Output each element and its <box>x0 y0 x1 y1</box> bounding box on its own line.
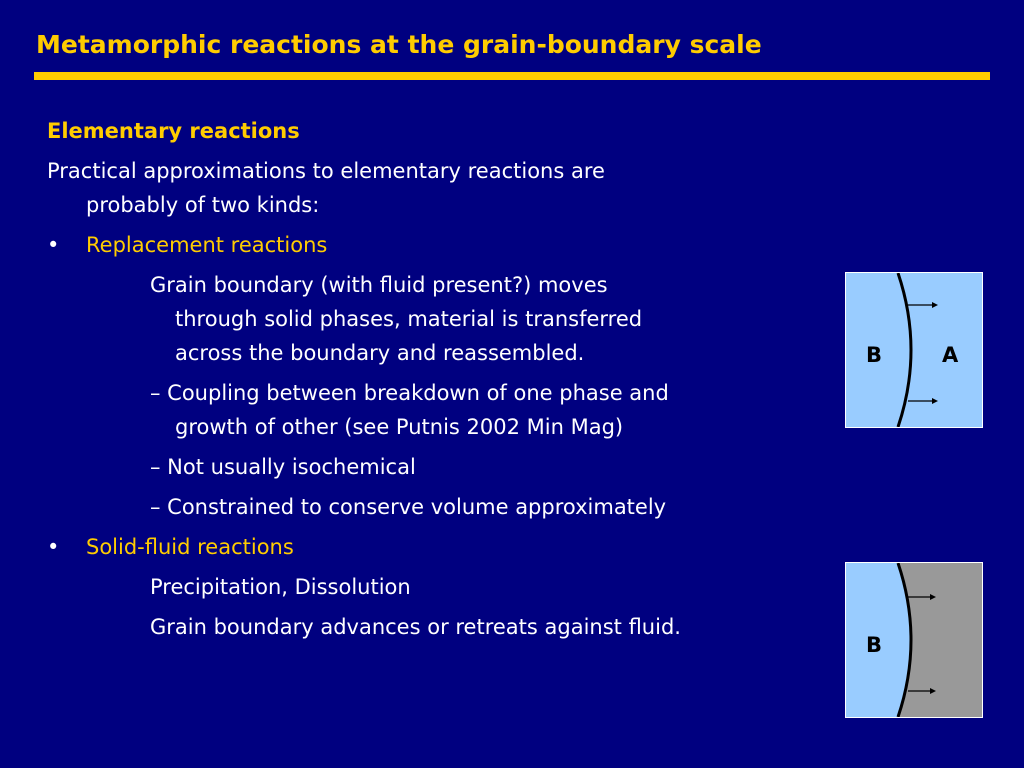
bullet-2-desc-1: Precipitation, Dissolution <box>150 575 411 599</box>
phase-label-a: A <box>942 343 959 367</box>
bullet-1-sub-3: – Constrained to conserve volume approximately <box>150 495 667 519</box>
intro-line-1: Practical approximations to elementary reactions are <box>47 159 605 183</box>
phase-label-b: B <box>866 343 883 367</box>
intro-line-2: probably of two kinds: <box>86 193 320 217</box>
slide-title: Metamorphic reactions at the grain-boundary scale <box>36 30 762 59</box>
bullet-2-label: Solid-fluid reactions <box>86 535 294 559</box>
bullet-1-sub-1-line-2: growth of other (see Putnis 2002 Min Mag) <box>175 415 624 439</box>
bullet-1-dot: • <box>47 233 60 257</box>
bullet-1-label: Replacement reactions <box>86 233 328 257</box>
solid-fluid-diagram <box>845 562 983 718</box>
section-heading: Elementary reactions <box>47 119 300 143</box>
phase-label-b: B <box>866 633 883 657</box>
bullet-2-dot: • <box>47 535 60 559</box>
bullet-1-desc-line-1: Grain boundary (with fluid present?) moves <box>150 273 608 297</box>
bullet-1-sub-1-line-1: – Coupling between breakdown of one phase and <box>150 381 669 405</box>
bullet-1-sub-2: – Not usually isochemical <box>150 455 416 479</box>
bullet-1-desc-line-2: through solid phases, material is transferred <box>175 307 643 331</box>
title-underline <box>34 72 990 80</box>
bullet-2-desc-2: Grain boundary advances or retreats against fluid. <box>150 615 681 639</box>
replacement-diagram <box>845 272 983 428</box>
bullet-1-desc-line-3: across the boundary and reassembled. <box>175 341 585 365</box>
